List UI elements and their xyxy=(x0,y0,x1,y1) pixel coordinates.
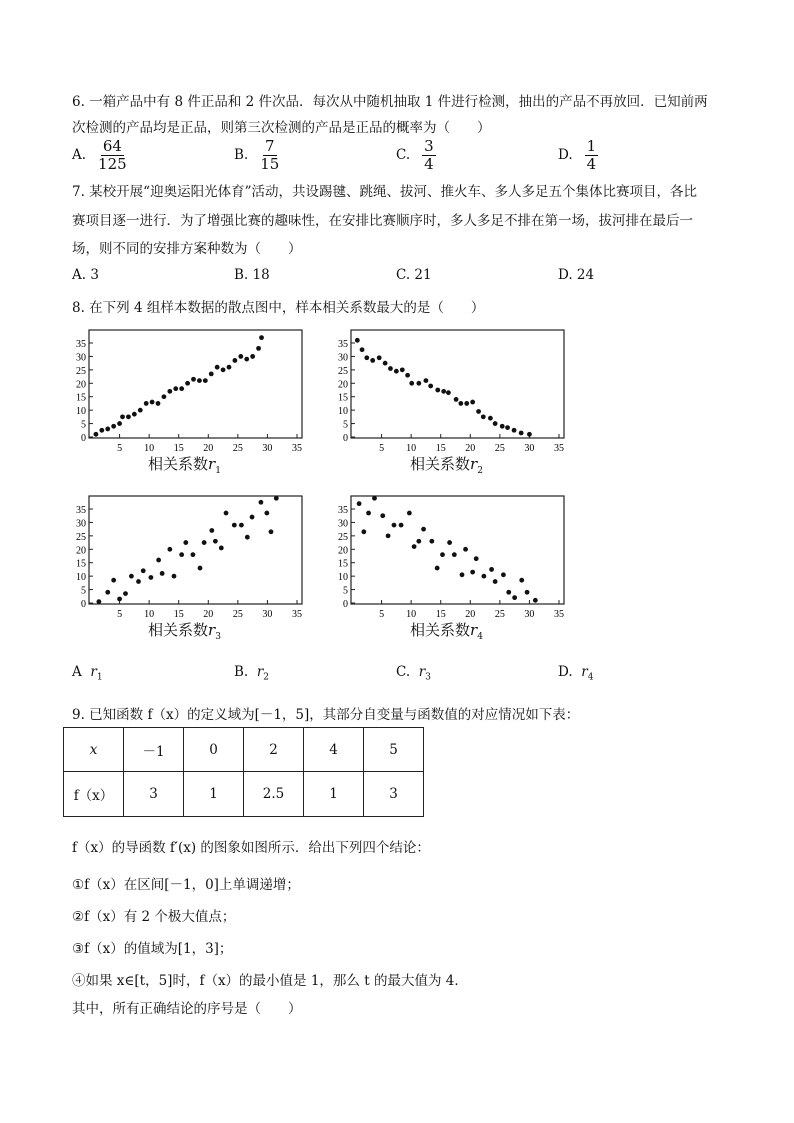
option-var: r xyxy=(418,664,426,680)
data-point xyxy=(533,598,538,603)
y-tick-label: 5 xyxy=(81,419,86,431)
y-tick-label: 15 xyxy=(338,558,348,570)
fraction xyxy=(98,138,127,173)
data-point xyxy=(481,414,486,419)
table-header-cell: 5 xyxy=(364,728,424,772)
data-point xyxy=(191,552,196,557)
data-point xyxy=(364,355,369,360)
data-point xyxy=(377,355,382,360)
y-tick-label: 25 xyxy=(338,365,348,377)
data-point xyxy=(512,428,517,433)
fraction xyxy=(422,138,436,173)
y-tick-label: 10 xyxy=(76,572,86,584)
scatter-plot-4 xyxy=(324,488,574,618)
data-point xyxy=(209,528,214,533)
data-point xyxy=(383,361,388,366)
y-tick-label: 0 xyxy=(81,433,86,444)
caption-var: r xyxy=(208,455,216,473)
denominator: 15 xyxy=(260,155,280,173)
x-tick-label: 30 xyxy=(524,609,535,618)
data-point xyxy=(141,568,146,573)
y-tick-label: 20 xyxy=(338,379,348,391)
scatter-plot-1 xyxy=(62,322,312,452)
data-point xyxy=(506,590,511,595)
data-point xyxy=(162,394,167,399)
x-tick-label: 25 xyxy=(494,443,505,452)
data-point xyxy=(388,366,393,371)
table-header-cell: 4 xyxy=(304,728,364,772)
numerator: 1 xyxy=(586,137,597,155)
data-point xyxy=(474,556,479,561)
scatter-plot-2 xyxy=(324,322,574,452)
data-point xyxy=(493,579,498,584)
option-label: C. xyxy=(396,664,411,680)
x-tick-label: 35 xyxy=(554,609,564,618)
x-tick-label: 20 xyxy=(203,609,214,618)
x-tick-label: 5 xyxy=(117,609,123,618)
data-point xyxy=(123,591,128,596)
option-var: r xyxy=(581,664,588,680)
q9-conclusion-3: ③f（x）的值域为[1，3]； xyxy=(72,941,233,957)
data-point xyxy=(519,578,524,583)
option-label: B. xyxy=(234,147,249,163)
fraction xyxy=(585,138,599,173)
y-tick-label: 25 xyxy=(76,365,86,377)
y-tick-label: 25 xyxy=(338,531,348,543)
data-point xyxy=(160,571,165,576)
x-tick-label: 35 xyxy=(554,443,564,452)
data-point xyxy=(191,377,196,382)
data-point xyxy=(179,386,184,391)
table-header-cell: x xyxy=(64,728,124,772)
data-point xyxy=(172,574,177,579)
data-point xyxy=(215,365,220,370)
numerator: 7 xyxy=(264,137,275,155)
x-tick-label: 35 xyxy=(292,609,302,618)
data-point xyxy=(120,414,125,419)
x-tick-label: 15 xyxy=(173,609,184,618)
table-value-cell: 1 xyxy=(304,772,364,817)
q9-derivative-line: f（x）的导函数 f′(x) 的图象如图所示．给出下列四个结论： xyxy=(72,840,430,856)
data-point xyxy=(372,496,377,501)
y-tick-label: 30 xyxy=(338,518,348,530)
plot-caption-4 xyxy=(410,619,483,642)
data-point xyxy=(264,511,269,516)
plot-caption-3 xyxy=(148,619,221,642)
x-tick-label: 35 xyxy=(292,443,302,452)
data-point xyxy=(132,412,137,417)
data-point xyxy=(213,539,218,544)
data-point xyxy=(239,523,244,528)
x-tick-label: 15 xyxy=(435,443,446,452)
data-point xyxy=(355,338,360,343)
data-point xyxy=(233,358,238,363)
x-tick-label: 15 xyxy=(173,443,184,452)
plot-caption-2 xyxy=(410,453,483,476)
data-point xyxy=(519,431,524,436)
data-point xyxy=(527,432,532,437)
table-header-cell: 2 xyxy=(244,728,304,772)
data-point xyxy=(446,390,451,395)
data-point xyxy=(441,389,446,394)
y-tick-label: 30 xyxy=(338,352,348,364)
scatter-plot-3 xyxy=(62,488,312,618)
denominator: 4 xyxy=(586,155,597,173)
q8-stem: 8. 在下列 4 组样本数据的散点图中，样本相关系数最大的是（ ） xyxy=(72,300,485,316)
data-point xyxy=(380,513,385,518)
q7-option-b: B. 18 xyxy=(234,267,270,283)
caption-sub: 4 xyxy=(477,632,483,642)
data-point xyxy=(463,547,468,552)
data-point xyxy=(150,400,155,405)
q8-option-a xyxy=(72,664,103,683)
option-var: r xyxy=(256,664,264,680)
data-point xyxy=(111,578,116,583)
y-tick-label: 10 xyxy=(338,572,348,584)
data-point xyxy=(250,515,255,520)
y-tick-label: 15 xyxy=(76,558,86,570)
data-point xyxy=(464,401,469,406)
caption-var: r xyxy=(208,621,216,639)
x-tick-label: 25 xyxy=(494,609,505,618)
data-point xyxy=(185,381,190,386)
q8-option-c xyxy=(396,664,431,683)
q9-conclusion-1: ①f（x）在区间[－1，0]上单调递增； xyxy=(72,877,300,893)
option-sub: 3 xyxy=(425,672,431,683)
x-tick-label: 20 xyxy=(465,443,476,452)
x-tick-label: 10 xyxy=(406,609,417,618)
x-tick-label: 5 xyxy=(379,609,385,618)
caption-text: 相关系数 xyxy=(410,455,471,473)
y-tick-label: 20 xyxy=(338,545,348,557)
x-tick-label: 15 xyxy=(435,609,446,618)
data-point xyxy=(386,533,391,538)
data-point xyxy=(232,523,237,528)
option-label: A. xyxy=(72,147,87,163)
data-point xyxy=(179,552,184,557)
q9-value-table xyxy=(63,727,424,817)
option-label: A xyxy=(72,664,82,680)
option-sub: 4 xyxy=(587,672,594,683)
data-point xyxy=(259,335,264,340)
y-tick-label: 35 xyxy=(338,339,348,350)
x-tick-label: 10 xyxy=(144,609,155,618)
data-point xyxy=(488,416,493,421)
data-point xyxy=(400,367,405,372)
data-point xyxy=(136,579,141,584)
data-point xyxy=(198,566,203,571)
data-point xyxy=(412,544,417,549)
q8-option-b xyxy=(234,664,269,683)
data-point xyxy=(460,572,465,577)
data-point xyxy=(96,599,101,604)
data-point xyxy=(259,500,264,505)
data-point xyxy=(94,432,99,437)
caption-var: r xyxy=(470,455,478,473)
data-point xyxy=(435,388,440,393)
q7-stem-line1: 7. 某校开展“迎奥运阳光体育”活动，共设踢毽、跳绳、拔河、推火车、多人多足五个集体比赛项目，各比 xyxy=(72,184,697,200)
plot-frame xyxy=(351,330,564,438)
y-tick-label: 10 xyxy=(338,406,348,418)
numerator: 3 xyxy=(424,137,434,155)
caption-sub: 1 xyxy=(215,466,221,476)
x-tick-label: 20 xyxy=(465,609,476,618)
x-tick-label: 30 xyxy=(262,443,273,452)
data-point xyxy=(501,572,506,577)
data-point xyxy=(476,409,481,414)
x-tick-label: 25 xyxy=(232,443,243,452)
data-point xyxy=(493,421,498,426)
data-point xyxy=(129,574,134,579)
y-tick-label: 5 xyxy=(81,585,86,597)
y-tick-label: 0 xyxy=(81,599,86,610)
denominator: 125 xyxy=(98,155,127,173)
data-point xyxy=(105,590,110,595)
data-point xyxy=(394,369,399,374)
data-point xyxy=(481,574,486,579)
data-point xyxy=(428,384,433,389)
data-point xyxy=(370,358,375,363)
plot-frame xyxy=(351,496,564,604)
y-tick-label: 35 xyxy=(338,505,348,516)
data-point xyxy=(227,365,232,370)
q9-stem: 9. 已知函数 f（x）的定义域为[－1，5]，其部分自变量与函数值的对应情况如下表： xyxy=(72,707,580,723)
q6-option-a xyxy=(72,138,127,173)
q7-option-a: A. 3 xyxy=(72,267,99,283)
data-point xyxy=(156,558,161,563)
caption-sub: 2 xyxy=(477,466,483,476)
data-point xyxy=(209,371,214,376)
data-point xyxy=(458,401,463,406)
data-point xyxy=(416,381,421,386)
table-value-cell: f（x） xyxy=(64,772,124,817)
y-tick-label: 0 xyxy=(343,599,348,610)
fraction xyxy=(260,138,279,173)
y-tick-label: 25 xyxy=(76,531,86,543)
data-point xyxy=(454,397,459,402)
y-tick-label: 35 xyxy=(76,505,86,516)
data-point xyxy=(167,547,172,552)
data-point xyxy=(224,511,229,516)
caption-text: 相关系数 xyxy=(410,621,471,639)
data-point xyxy=(183,540,188,545)
data-point xyxy=(500,424,505,429)
data-point xyxy=(409,381,414,386)
table-header-cell: 0 xyxy=(184,728,244,772)
data-point xyxy=(203,378,208,383)
option-label: D. xyxy=(558,664,573,680)
data-point xyxy=(452,552,457,557)
data-point xyxy=(440,552,445,557)
data-point xyxy=(256,346,261,351)
option-var: r xyxy=(90,664,97,680)
table-value-cell: 3 xyxy=(364,772,424,817)
x-tick-label: 5 xyxy=(379,443,385,452)
data-point xyxy=(149,575,154,580)
data-point xyxy=(156,401,161,406)
table-value-cell: 2.5 xyxy=(244,772,304,817)
q6-option-d xyxy=(558,138,598,173)
y-tick-label: 5 xyxy=(343,585,348,597)
y-tick-label: 5 xyxy=(343,419,348,431)
q6-option-b xyxy=(234,138,279,173)
plot-caption-1 xyxy=(148,453,221,476)
data-point xyxy=(197,378,202,383)
x-tick-label: 10 xyxy=(144,443,155,452)
data-point xyxy=(421,527,426,532)
q6-option-c xyxy=(396,138,436,173)
option-sub: 1 xyxy=(96,672,103,683)
q9-conclusion-2: ②f（x）有 2 个极大值点； xyxy=(72,909,236,925)
data-point xyxy=(392,523,397,528)
data-point xyxy=(512,595,517,600)
data-point xyxy=(361,529,366,534)
data-point xyxy=(238,354,243,359)
data-point xyxy=(470,570,475,575)
data-point xyxy=(525,590,530,595)
table-header-cell: －1 xyxy=(124,728,184,772)
data-point xyxy=(505,425,510,430)
caption-sub: 3 xyxy=(215,632,221,642)
denominator: 4 xyxy=(424,155,434,173)
data-point xyxy=(357,501,362,506)
y-tick-label: 30 xyxy=(76,352,86,364)
data-point xyxy=(167,389,172,394)
data-point xyxy=(470,400,475,405)
x-tick-label: 5 xyxy=(117,443,123,452)
option-label: D. xyxy=(558,147,573,163)
data-point xyxy=(269,529,274,534)
y-tick-label: 35 xyxy=(76,339,86,350)
x-tick-label: 25 xyxy=(232,609,243,618)
data-point xyxy=(489,567,494,572)
data-point xyxy=(424,378,429,383)
data-point xyxy=(274,496,279,501)
data-point xyxy=(126,414,131,419)
x-tick-label: 10 xyxy=(406,443,417,452)
data-point xyxy=(366,511,371,516)
data-point xyxy=(219,546,224,551)
q6-stem-line1: 6. 一箱产品中有 8 件正品和 2 件次品．每次从中随机抽取 1 件进行检测，抽出的产品不再放回．已知前两 xyxy=(72,94,708,110)
data-point xyxy=(173,386,178,391)
q9-final-question: 其中，所有正确结论的序号是（ ） xyxy=(72,1001,302,1017)
data-point xyxy=(245,535,250,540)
x-tick-label: 20 xyxy=(203,443,214,452)
data-point xyxy=(99,428,104,433)
data-point xyxy=(117,597,122,602)
q7-option-c: C. 21 xyxy=(396,267,432,283)
table-value-cell: 3 xyxy=(124,772,184,817)
y-tick-label: 20 xyxy=(76,545,86,557)
data-point xyxy=(250,354,255,359)
y-tick-label: 15 xyxy=(76,392,86,404)
x-tick-label: 30 xyxy=(262,609,273,618)
option-label: C. xyxy=(396,147,411,163)
caption-text: 相关系数 xyxy=(148,455,209,473)
plot-frame xyxy=(89,496,302,604)
q7-stem-line3: 场，则不同的安排方案种数为（ ） xyxy=(72,241,302,257)
q7-option-d: D. 24 xyxy=(558,267,595,283)
caption-text: 相关系数 xyxy=(148,621,209,639)
y-tick-label: 10 xyxy=(76,406,86,418)
option-sub: 2 xyxy=(263,672,270,683)
data-point xyxy=(360,347,365,352)
y-tick-label: 30 xyxy=(76,518,86,530)
data-point xyxy=(407,511,412,516)
data-point xyxy=(435,566,440,571)
data-point xyxy=(405,373,410,378)
data-point xyxy=(399,523,404,528)
table-value-cell: 1 xyxy=(184,772,244,817)
data-point xyxy=(416,539,421,544)
data-point xyxy=(105,427,110,432)
data-point xyxy=(244,357,249,362)
data-point xyxy=(429,539,434,544)
data-point xyxy=(221,367,226,372)
numerator: 64 xyxy=(102,137,122,155)
data-point xyxy=(111,424,116,429)
x-tick-label: 30 xyxy=(524,443,535,452)
data-point xyxy=(144,401,149,406)
data-point xyxy=(138,408,143,413)
option-label: B. xyxy=(234,664,249,680)
q6-stem-line2: 次检测的产品均是正品，则第三次检测的产品是正品的概率为（ ） xyxy=(72,120,491,136)
data-point xyxy=(202,540,207,545)
y-tick-label: 20 xyxy=(76,379,86,391)
q9-conclusion-4: ④如果 x∈[t，5]时，f（x）的最小值是 1，那么 t 的最大值为 4． xyxy=(72,973,468,989)
q8-option-d xyxy=(558,664,593,683)
y-tick-label: 15 xyxy=(338,392,348,404)
q7-stem-line2: 赛项目逐一进行．为了增强比赛的趣味性，在安排比赛顺序时，多人多足不排在第一场，拔河排在最后一 xyxy=(72,213,693,229)
y-tick-label: 0 xyxy=(343,433,348,444)
data-point xyxy=(447,540,452,545)
caption-var: r xyxy=(470,621,478,639)
data-point xyxy=(117,421,122,426)
